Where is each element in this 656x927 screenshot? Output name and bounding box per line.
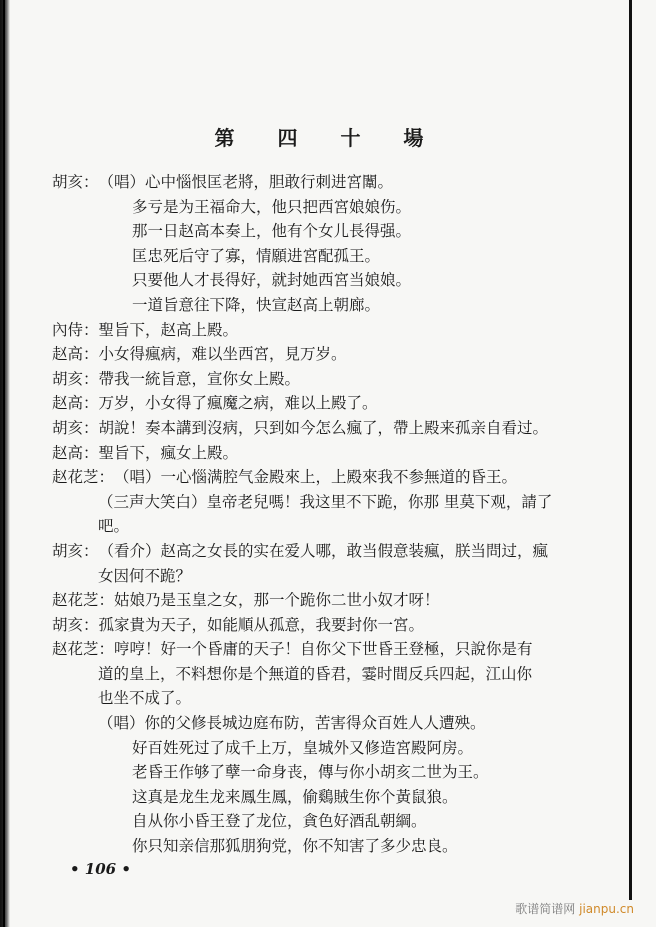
watermark-site: 歌谱简谱网 xyxy=(515,902,576,916)
script-line xyxy=(52,809,612,834)
script-line xyxy=(52,416,612,441)
script-line xyxy=(52,736,612,761)
line-text: 匡忠死后守了寡，情願进宮配孤王。 xyxy=(132,246,381,265)
line-text: 聖旨下，瘋女上殿。 xyxy=(98,443,239,462)
script-line xyxy=(52,760,612,785)
line-text: （看介）赵高之女長的实在爱人哪，敢当假意装瘋，朕当問过，瘋 xyxy=(98,541,549,560)
line-text: 孤家貴为天子，如能順从孤意，我要封你一宮。 xyxy=(98,615,425,634)
line-text: 只要他人才長得好，就封她西宮当娘娘。 xyxy=(132,271,412,290)
speaker-label: 赵花芝： xyxy=(52,468,115,487)
line-text: 哼哼！好一个昏庸的天子！自你父下世昏王登極，只說你是有 xyxy=(114,640,533,659)
script-line xyxy=(52,785,612,810)
line-text: （三声大笑白）皇帝老兒嗎！我这里不下跪，你那 里莫下观，請了 xyxy=(98,492,553,511)
speaker-label: 胡亥： xyxy=(52,369,99,388)
speaker-label: 赵高： xyxy=(52,443,99,462)
speaker-label: 胡亥： xyxy=(52,541,99,560)
script-line xyxy=(52,564,612,589)
speaker-label: 胡亥： xyxy=(52,418,99,437)
script-line xyxy=(52,219,612,244)
line-text: 胡說！奏本講到沒病，只到如今怎么瘋了，帶上殿来孤亲自看过。 xyxy=(98,418,549,437)
script-line xyxy=(52,367,612,392)
script-line xyxy=(52,514,612,539)
line-text: （唱）一心惱满腔气金殿來上，上殿來我不参無道的昏王。 xyxy=(114,468,518,487)
line-text: 万岁，小女得了瘋魔之病，难以上殿了。 xyxy=(98,394,378,413)
page-number: • 106 • xyxy=(70,860,131,878)
line-text: （唱）你的父修長城边庭布防，苦害得众百姓人人遭殃。 xyxy=(98,714,486,733)
script-line xyxy=(52,711,612,736)
scene-title: 第 四 十 場 xyxy=(214,126,442,150)
speaker-label: 赵花芝： xyxy=(52,591,115,610)
script-line xyxy=(52,170,612,195)
line-text: 那一日赵高本奏上，他有个女儿長得强。 xyxy=(132,222,412,241)
line-text: 姑娘乃是玉皇之女，那一个跪你二世小奴才呀！ xyxy=(114,591,440,610)
script-body xyxy=(52,170,612,859)
line-text: 帶我一統旨意，宣你女上殿。 xyxy=(98,369,301,388)
line-text: 道的皇上，不料想你是个無道的昏君，霎时間反兵四起，江山你 xyxy=(98,664,533,683)
script-line xyxy=(52,539,612,564)
script-line xyxy=(52,293,612,318)
speaker-label: 赵高： xyxy=(52,345,99,364)
line-text: 小女得瘋病，难以坐西宮，見万岁。 xyxy=(98,345,347,364)
script-line xyxy=(52,662,612,687)
script-line xyxy=(52,441,612,466)
speaker-label: 赵花芝： xyxy=(52,640,115,659)
speaker-label: 胡亥： xyxy=(52,615,99,634)
line-text: 自从你小昏王登了龙位，貪色好酒乱朝綱。 xyxy=(132,812,427,831)
script-line xyxy=(52,686,612,711)
line-text: （唱）心中惱恨匡老將，胆敢行刺进宮闈。 xyxy=(98,173,394,191)
script-line xyxy=(52,391,612,416)
script-line xyxy=(52,834,612,859)
line-text: 也坐不成了。 xyxy=(98,689,192,708)
line-text: 多亏是为王福命大，他只把西宮娘娘伤。 xyxy=(132,197,412,216)
line-text: 好百姓死过了成千上万，皇城外又修造宮殿阿房。 xyxy=(132,738,474,757)
script-line xyxy=(52,588,612,613)
line-text: 聖旨下，赵高上殿。 xyxy=(98,320,239,339)
watermark xyxy=(515,900,634,917)
watermark-url: jianpu.cn xyxy=(579,902,634,916)
line-text: 女因何不跪？ xyxy=(98,566,192,585)
script-line xyxy=(52,342,612,367)
speaker-label: 胡亥： xyxy=(52,173,99,191)
line-text: 吧。 xyxy=(98,517,130,536)
line-text: 老昏王作够了孽一命身丧，傳与你小胡亥二世为王。 xyxy=(132,763,489,782)
script-line xyxy=(52,613,612,638)
speaker-label: 赵高： xyxy=(52,394,99,413)
speaker-label: 內侍： xyxy=(52,320,99,339)
script-line xyxy=(52,465,612,490)
script-line xyxy=(52,195,612,220)
script-line xyxy=(52,244,612,269)
script-line xyxy=(52,268,612,293)
script-line xyxy=(52,318,612,343)
line-text: 你只知亲信那狐朋狗党，你不知害了多少忠良。 xyxy=(132,837,458,856)
line-text: 一道旨意往下降，快宣赵高上朝廊。 xyxy=(132,295,381,314)
script-line xyxy=(52,490,612,515)
line-text: 这真是龙生龙来鳳生鳳，偷鷄賊生你个黃鼠狼。 xyxy=(132,787,458,806)
script-line xyxy=(52,637,612,662)
